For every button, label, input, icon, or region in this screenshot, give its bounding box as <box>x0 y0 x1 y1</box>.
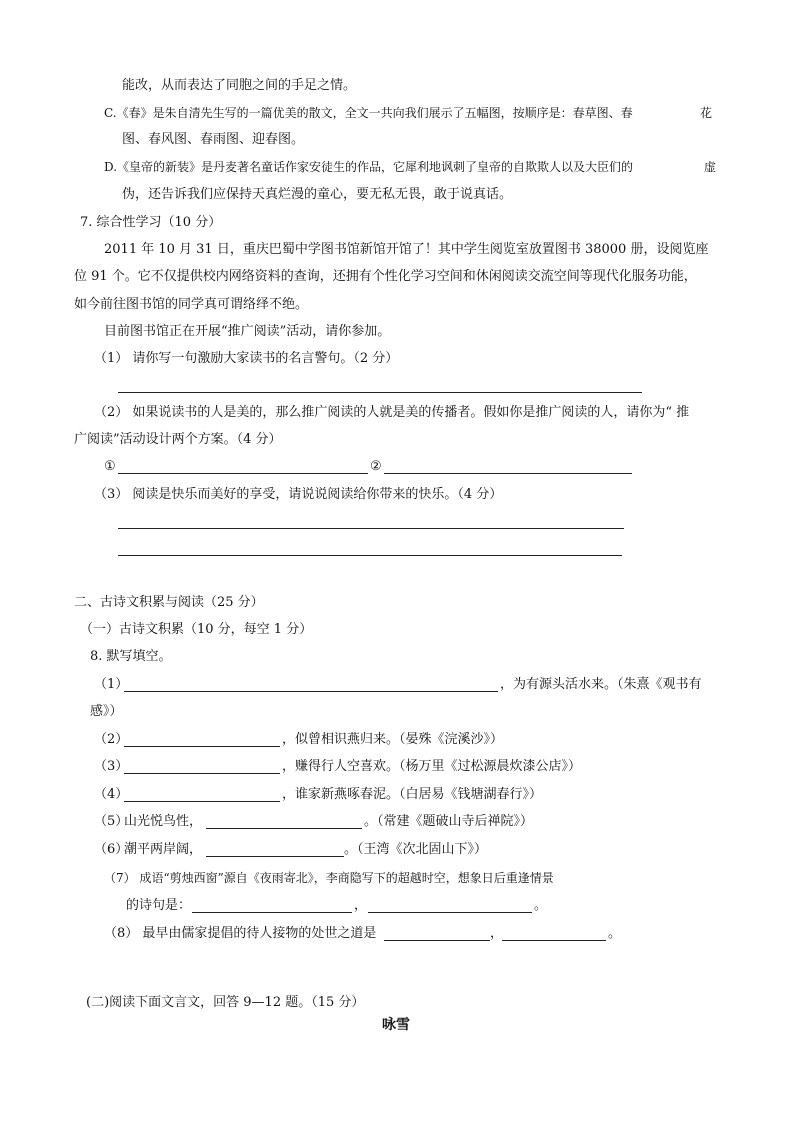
q8-item5-blank[interactable] <box>206 828 362 829</box>
q7-para1-line2: 位 91 个。它不仅提供校内网络资料的查询，还拥有个性化学习空间和休闲阅读交流空间等现代化服务功能， <box>74 269 697 284</box>
q8-item7-end: 。 <box>534 898 548 913</box>
q7-sub3: （3） 阅读是快乐而美好的享受，请说说阅读给你带来的快乐。（4 分） <box>94 487 503 502</box>
q7-para1-line1: 2011 年 10 月 31 日，重庆巴蜀中学图书馆新馆开馆了！其中学生阅览室放置图书 38000 册，设阅览座 <box>104 242 709 257</box>
q8-item5-tail: 。（常建《题破山寺后禅院》） <box>364 814 534 829</box>
q8-item3-blank[interactable] <box>124 773 280 774</box>
q8-item7-line1: （7） 成语“剪烛西窗”源自《夜雨寄北》，李商隐写下的超越时空，想象日后重逢情景 <box>104 871 554 885</box>
q7-sub2-line2: 广阅读”活动设计两个方案。（4 分） <box>74 432 282 447</box>
q6-option-d-line1: D.《皇帝的新装》是丹麦著名童话作家安徒生的作品，它犀利地讽刺了皇帝的自欺欺人以及大臣们的 <box>104 160 634 174</box>
reading-title: 咏雪 <box>382 1017 410 1033</box>
q8-item2-num: （2） <box>94 732 129 747</box>
q8-item2-blank[interactable] <box>124 746 280 747</box>
q8-item1-num: （1） <box>94 677 129 692</box>
q8-item8-blank1[interactable] <box>384 940 490 941</box>
q8-item7-blank2[interactable] <box>368 912 532 913</box>
q6-option-c-line1: C.《春》是朱自清先生写的一篇优美的散文，全文一共向我们展示了五幅图，按顺序是：春草图、春 <box>104 106 633 120</box>
q8-item8-comma: ， <box>490 926 504 941</box>
q8-item1-wrap: 感》） <box>90 704 123 719</box>
q7-sub3-answer-line1[interactable] <box>118 528 624 529</box>
q7-sub1: （1） 请你写一句激励大家读书的名言警句。（2 分） <box>94 351 399 366</box>
q6-option-c-line1-tail: 花 <box>700 106 713 120</box>
q8-item5-num: （5） <box>94 814 129 829</box>
q8-item8-end: 。 <box>608 926 622 941</box>
q8-item1-tail: ，为有源头活水来。（朱熹《观书有 <box>500 677 702 692</box>
q6-b-tail: 能改，从而表达了同胞之间的手足之情。 <box>122 78 357 93</box>
q8-item3-num: （3） <box>94 759 129 774</box>
q8-item7-line2-head: 的诗句是： <box>126 898 192 913</box>
q7-sub2-mark1: ① <box>104 459 116 474</box>
q8-item7-comma: ， <box>354 898 368 913</box>
part2-sub-heading: （一）古诗文积累（10 分，每空 1 分） <box>80 622 313 637</box>
q7-sub2-answer1-line[interactable] <box>118 473 368 474</box>
q7-sub2-mark2: ② <box>370 459 382 474</box>
q8-item4-tail: ，谁家新燕啄春泥。（白居易《钱塘湖春行》） <box>282 787 543 802</box>
q7-sub1-answer-line[interactable] <box>118 392 642 393</box>
q8-item1-blank[interactable] <box>124 691 498 692</box>
q8-item3-tail: ，赚得行人空喜欢。（杨万里《过松源晨炊漆公店》） <box>282 759 582 774</box>
q8-item6-head: 潮平两岸阔， <box>124 842 203 857</box>
q8-item4-blank[interactable] <box>124 801 280 802</box>
q8-item4-num: （4） <box>94 787 129 802</box>
q8-item8-blank2[interactable] <box>502 940 606 941</box>
q8-item6-tail: 。（王湾《次北固山下》） <box>344 842 488 857</box>
q7-sub3-answer-line2[interactable] <box>118 555 622 556</box>
q7-heading: 7. 综合性学习（10 分） <box>80 215 222 230</box>
q6-option-d-line2: 伪，还告诉我们应保持天真烂漫的童心，要无私无畏，敢于说真话。 <box>122 187 513 202</box>
q6-option-c-line2: 图、春风图、春雨图、迎春图。 <box>122 132 305 147</box>
reading-instruction: (二)阅读下面文言文，回答 9—12 题。（15 分） <box>86 995 365 1010</box>
q8-title: 8. 默写填空。 <box>90 649 172 664</box>
q8-item8-head: （8） 最早由儒家提倡的待人接物的处世之道是 <box>104 926 377 941</box>
q7-sub2-answer2-line[interactable] <box>384 473 632 474</box>
q7-para2: 目前图书馆正在开展“推广阅读”活动，请你参加。 <box>104 324 391 339</box>
q8-item2-tail: ，似曾相识燕归来。（晏殊《浣溪沙》） <box>282 732 504 747</box>
q8-item5-head: 山光悦鸟性， <box>124 814 203 829</box>
q8-item6-num: （6） <box>94 842 129 857</box>
part2-heading: 二、古诗文积累与阅读（25 分） <box>74 595 264 610</box>
q8-item6-blank[interactable] <box>206 856 344 857</box>
q7-para1-line3: 如今前往图书馆的同学真可谓络绎不绝。 <box>74 297 309 312</box>
q7-sub2-line1: （2） 如果说读书的人是美的，那么推广阅读的人就是美的传播者。假如你是推广阅读的人，请你为“ 推 <box>94 405 690 420</box>
q8-item7-blank1[interactable] <box>192 912 352 913</box>
q6-option-d-line1-tail: 虚 <box>704 160 717 174</box>
